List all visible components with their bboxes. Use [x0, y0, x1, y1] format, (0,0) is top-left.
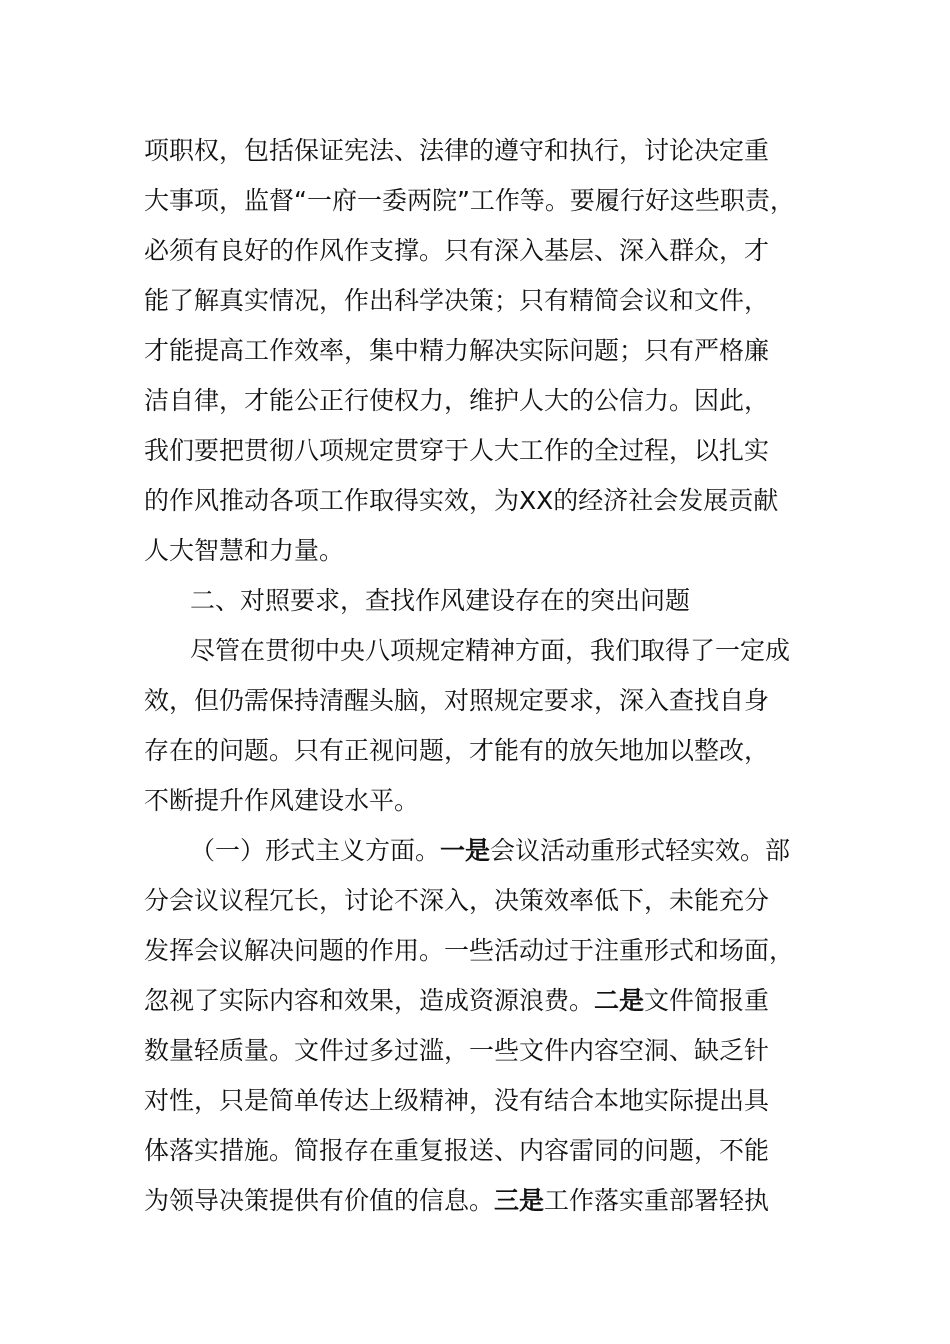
document-body — [144, 126, 809, 1226]
text-line — [144, 1176, 809, 1226]
text-line: 对性，只是简单传达上级精神，没有结合本地实际提出具 — [144, 1086, 770, 1115]
text-line: 洁自律，才能公正行使权力，维护人大的公信力。因此， — [144, 386, 770, 415]
emphasis-label: 二是 — [594, 986, 645, 1015]
text-span: 会议活动重形式轻实效。部 — [490, 836, 791, 865]
text-line: 不断提升作风建设水平。 — [144, 786, 420, 815]
subsection-heading: （一）形式主义方面。 — [190, 836, 441, 865]
text-span: 为领导决策提供有价值的信息。 — [144, 1186, 495, 1215]
text-line: 项职权，包括保证宪法、法律的遵守和执行，讨论决定重 — [144, 136, 770, 165]
text-line: 体落实措施。简报存在重复报送、内容雷同的问题，不能 — [144, 1136, 770, 1165]
text-line: 分会议议程冗长，讨论不深入，决策效率低下，未能充分 — [144, 886, 770, 915]
text-line: 我们要把贯彻八项规定贯穿于人大工作的全过程，以扎实 — [144, 436, 770, 465]
text-line: 尽管在贯彻中央八项规定精神方面，我们取得了一定成 — [190, 636, 791, 665]
text-line: 大事项，监督“一府一委两院”工作等。要履行好这些职责， — [144, 186, 795, 215]
text-line: 人大智慧和力量。 — [144, 536, 345, 565]
text-span: 文件简报重 — [644, 986, 770, 1015]
text-line: 效，但仍需保持清醒头脑，对照规定要求，深入查找自身 — [144, 686, 770, 715]
emphasis-label: 三是 — [494, 1186, 545, 1215]
text-line: 发挥会议解决问题的作用。一些活动过于注重形式和场面， — [144, 936, 795, 965]
text-line: 数量轻质量。文件过多过滥，一些文件内容空洞、缺乏针 — [144, 1036, 770, 1065]
text-line — [144, 826, 809, 876]
text-line: 必须有良好的作风作支撑。只有深入基层、深入群众，才 — [144, 236, 770, 265]
text-line — [144, 976, 809, 1026]
text-line: 才能提高工作效率，集中精力解决实际问题；只有严格廉 — [144, 336, 770, 365]
emphasis-label: 一是 — [440, 836, 491, 865]
text-span: 忽视了实际内容和效果，造成资源浪费。 — [144, 986, 595, 1015]
text-line: 的作风推动各项工作取得实效，为XX的经济社会发展贡献 — [144, 486, 779, 515]
text-line: 能了解真实情况，作出科学决策；只有精简会议和文件， — [144, 286, 770, 315]
text-span: 工作落实重部署轻执 — [544, 1186, 770, 1215]
text-line: 存在的问题。只有正视问题，才能有的放矢地加以整改， — [144, 736, 770, 765]
section-heading: 二、对照要求，查找作风建设存在的突出问题 — [190, 586, 691, 615]
